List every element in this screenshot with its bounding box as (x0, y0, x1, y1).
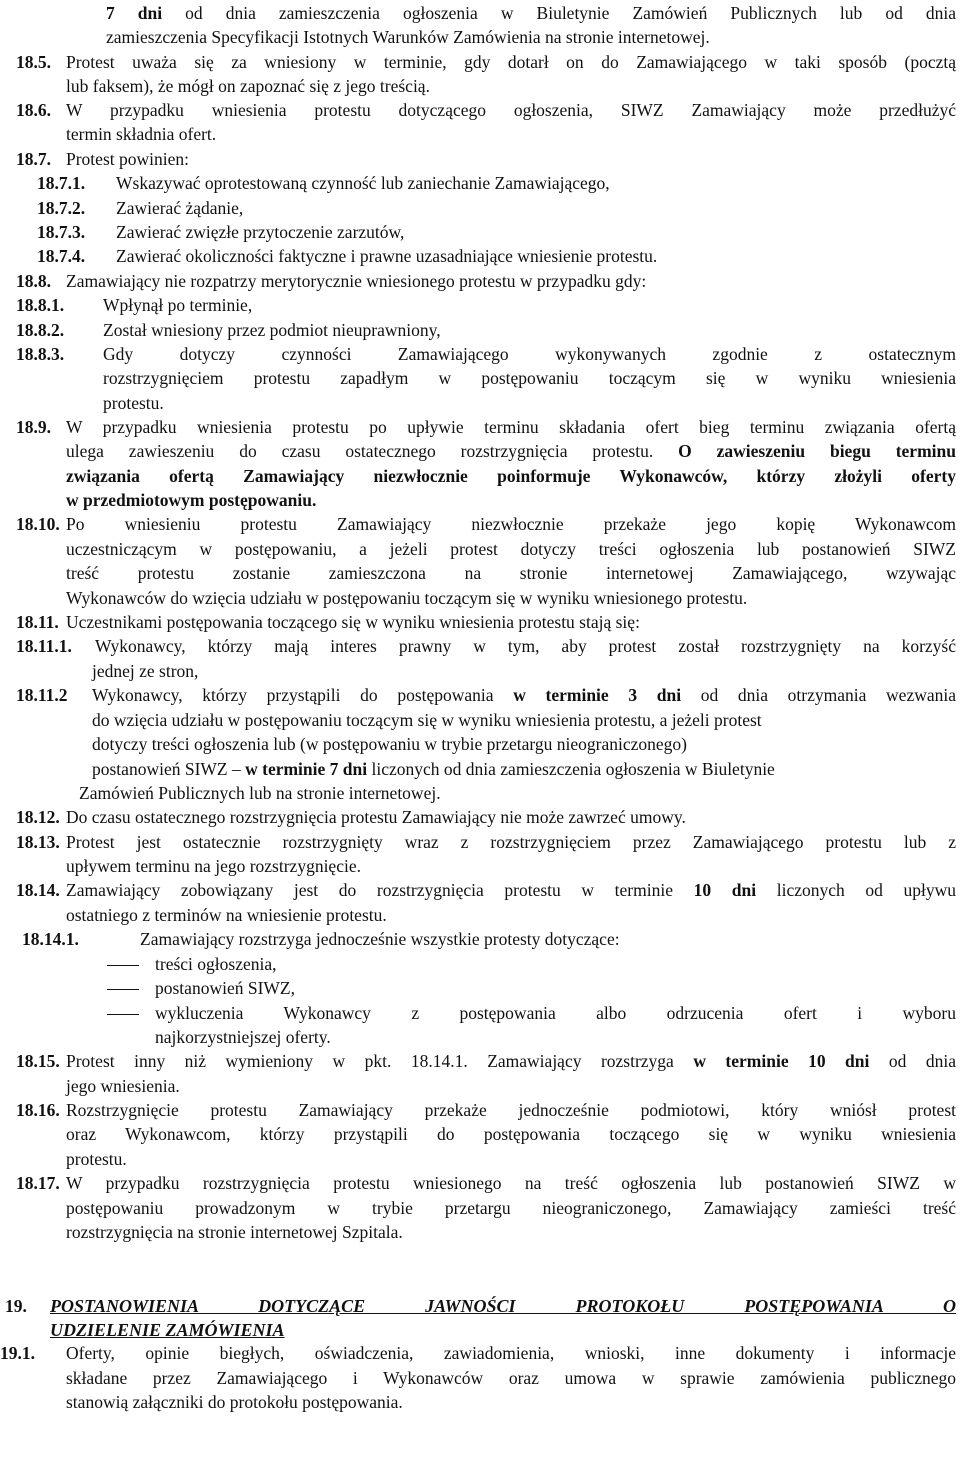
text-run: Protest jest ostatecznie rozstrzygnięty wraz z rozstrzygnięciem przez Zamawiającego protestu lub z (66, 832, 956, 852)
text-run: najkorzystniejszej oferty. (155, 1027, 331, 1047)
text-run: od dnia otrzymania wezwania (681, 685, 957, 705)
text-run: protestu. (66, 1149, 127, 1169)
text-line (95, 634, 956, 659)
text-run: od dnia (869, 1051, 956, 1071)
section-number: 18.11.2 (16, 685, 68, 705)
text-line (106, 25, 710, 50)
text-run: O zawieszeniu biegu terminu (678, 441, 956, 461)
text-run: Protest uważa się za wniesiony w terminie, gdy dotarł on do Zamawiającego w taki sposób (pocztą (66, 52, 956, 72)
text-run: ulega zawieszeniu do czasu ostatecznego rozstrzygnięcia protestu. (66, 441, 679, 461)
text-line (92, 708, 762, 733)
text-line (66, 1122, 956, 1147)
text-run: składane przez Zamawiającego i Wykonawców oraz umowa w sprawie zamówienia publicznego (66, 1368, 956, 1388)
text-line (66, 1220, 403, 1245)
text-run: ostatniego z terminów na wniesienie protestu. (66, 905, 387, 925)
section-heading: POSTANOWIENIA DOTYCZĄCE JAWNOŚCI PROTOKOŁU POSTĘPOWANIA O (50, 1296, 956, 1316)
text-run: Uczestnikami postępowania toczącego się w wyniku wniesienia protestu stają się: (66, 612, 640, 632)
section-number: 18.7.4. (37, 246, 86, 266)
text-line (50, 1318, 285, 1343)
text-line (92, 757, 775, 782)
section-number: 18.6. (16, 100, 51, 120)
text-run: liczonych od upływu (756, 880, 957, 900)
text-run: Został wniesiony przez podmiot nieuprawniony, (103, 320, 441, 340)
section-number: 18.12. (16, 807, 60, 827)
text-line (66, 586, 747, 611)
text-line (155, 976, 295, 1001)
text-run: wykluczenia Wykonawcy z postępowania albo odrzucenia ofert i wyboru (155, 1003, 956, 1023)
section-number: 18.9. (16, 417, 51, 437)
text-line (66, 269, 646, 294)
text-line (66, 878, 956, 903)
text-run: związania ofertą Zamawiający niezwłocznie poinformuje Wykonawców, którzy złożyli oferty (66, 466, 956, 486)
text-run: Wykonawcy, którzy przystąpili do postępowania (92, 685, 514, 705)
text-run: Zawierać zwięzłe przytoczenie zarzutów, (116, 222, 405, 242)
section-number: 18.10. (16, 514, 60, 534)
text-run: oraz Wykonawcom, którzy przystąpili do postępowania toczącego się w wyniku wniesienia (66, 1124, 956, 1144)
text-line (66, 1366, 956, 1391)
text-line (66, 830, 956, 855)
text-line (155, 952, 276, 977)
text-line (66, 805, 686, 830)
text-line (66, 903, 387, 928)
section-number: 18.11. (16, 612, 59, 632)
text-run: Protest powinien: (66, 149, 189, 169)
text-run: do wzięcia udziału w postępowaniu toczącym się w wyniku wniesienia protestu, a jeżeli protest (92, 710, 762, 730)
text-line (66, 488, 316, 513)
text-run: Wpłynął po terminie, (103, 295, 253, 315)
text-line (116, 220, 404, 245)
text-line (103, 342, 956, 367)
text-line (66, 50, 956, 75)
text-line (66, 610, 640, 635)
text-line (103, 391, 164, 416)
text-run: rozstrzygnięciem protestu zapadłym w postępowaniu toczącym się w wyniku wniesienia (103, 368, 956, 388)
section-number: 18.8.1. (16, 295, 65, 315)
text-run: lub faksem), że mógł on zapoznać się z jego treścią. (66, 76, 430, 96)
section-number: 18.8.3. (16, 344, 65, 364)
text-run: Zamawiający rozstrzyga jednocześnie wszystkie protesty dotyczące: (140, 929, 620, 949)
text-run: zamieszczenia Specyfikacji Istotnych Warunków Zamówienia na stronie internetowej. (106, 27, 710, 47)
text-run: Protest inny niż wymieniony w pkt. 18.14.1. Zamawiający rozstrzyga (66, 1051, 694, 1071)
text-line (66, 1196, 956, 1221)
text-line (103, 318, 441, 343)
section-heading: UDZIELENIE ZAMÓWIENIA (50, 1320, 285, 1340)
text-line (66, 1171, 956, 1196)
text-run: W przypadku wniesienia protestu po upływie terminu składania ofert bieg terminu związania ofertą (66, 417, 956, 437)
text-run: postępowaniu prowadzonym w trybie przetargu nieograniczonego, Zamawiający zamieści treść (66, 1198, 956, 1218)
text-run: rozstrzygnięcia na stronie internetowej Szpitala. (66, 1222, 403, 1242)
text-line (103, 293, 252, 318)
text-line (66, 537, 956, 562)
text-line (66, 1147, 127, 1172)
section-number: 18.14.1. (22, 929, 79, 949)
text-line (116, 171, 610, 196)
text-run: Oferty, opinie biegłych, oświadczenia, zawiadomienia, wnioski, inne dokumenty i informacje (66, 1343, 956, 1363)
text-line (155, 1001, 956, 1026)
text-run: W przypadku rozstrzygnięcia protestu wniesionego na treść ogłoszenia lub postanowień SIWZ w (66, 1173, 956, 1193)
text-run: w terminie 10 dni (693, 1051, 870, 1071)
text-run: jego wniesienia. (66, 1076, 180, 1096)
text-run: Wskazywać oprotestowaną czynność lub zaniechanie Zamawiającego, (116, 173, 610, 193)
text-line (79, 781, 441, 806)
section-number: 18.17. (16, 1173, 60, 1193)
text-run: Do czasu ostatecznego rozstrzygnięcia protestu Zamawiający nie może zawrzeć umowy. (66, 807, 686, 827)
text-run: postanowień SIWZ, (155, 978, 295, 998)
text-run: upływem terminu na jego rozstrzygnięcie. (66, 856, 361, 876)
text-line (66, 561, 956, 586)
text-run: 7 dni (106, 3, 163, 23)
text-line (116, 244, 657, 269)
text-run: dotyczy treści ogłoszenia lub (w postępowaniu w trybie przetargu nieograniczonego) (92, 734, 687, 754)
text-run: treść protestu zostanie zamieszczona na stronie internetowej Zamawiającego, wzywając (66, 563, 956, 583)
section-number: 18.5. (16, 52, 51, 72)
text-line (116, 196, 243, 221)
section-number: 19.1. (0, 1343, 35, 1363)
text-line (92, 683, 956, 708)
text-line (66, 1049, 956, 1074)
text-line (92, 732, 687, 757)
list-dash (107, 1014, 139, 1015)
section-number: 18.7. (16, 149, 51, 169)
text-line (66, 74, 430, 99)
text-run: Po wniesieniu protestu Zamawiający niezwłocznie przekaże jego kopię Wykonawcom (66, 514, 956, 534)
text-run: jednej ze stron, (92, 661, 199, 681)
text-line (66, 1341, 956, 1366)
section-number: 18.16. (16, 1100, 60, 1120)
section-number: 18.7.2. (37, 198, 86, 218)
section-number: 18.8.2. (16, 320, 65, 340)
section-number: 18.11.1. (16, 636, 72, 656)
text-line (66, 1390, 403, 1415)
text-run: Gdy dotyczy czynności Zamawiającego wykonywanych zgodnie z ostatecznym (103, 344, 956, 364)
section-number: 18.7.3. (37, 222, 86, 242)
text-run: Rozstrzygnięcie protestu Zamawiający przekaże jednocześnie podmiotowi, który wniósł protest (66, 1100, 956, 1120)
text-run: Zawierać żądanie, (116, 198, 244, 218)
section-number: 18.13. (16, 832, 60, 852)
text-line (66, 147, 189, 172)
text-run: 10 dni (693, 880, 757, 900)
section-number: 18.15. (16, 1051, 60, 1071)
text-line (155, 1025, 331, 1050)
text-run: od dnia zamieszczenia ogłoszenia w Biuletynie Zamówień Publicznych lub od dnia (162, 3, 956, 23)
text-run: Wykonawcy, którzy mają interes prawny w tym, aby protest został rozstrzygnięty na korzyść (95, 636, 956, 656)
section-number: 18.14. (16, 880, 60, 900)
text-run: W przypadku wniesienia protestu dotyczącego ogłoszenia, SIWZ Zamawiający może przedłużyć (66, 100, 956, 120)
text-run: protestu. (103, 393, 164, 413)
text-run: w terminie 3 dni (513, 685, 682, 705)
text-line (66, 464, 956, 489)
text-run: termin składnia ofert. (66, 124, 217, 144)
text-line (50, 1294, 956, 1319)
text-run: Zamówień Publicznych lub na stronie internetowej. (79, 783, 441, 803)
text-run: treści ogłoszenia, (155, 954, 277, 974)
text-line (66, 98, 956, 123)
text-line (66, 512, 956, 537)
text-run: Wykonawców do wzięcia udziału w postępowaniu toczącym się w wyniku wniesionego protestu. (66, 588, 748, 608)
text-run: stanowią załączniki do protokołu postępowania. (66, 1392, 403, 1412)
text-run: w przedmiotowym postępowaniu. (66, 490, 317, 510)
text-line (66, 439, 956, 464)
list-dash (107, 965, 139, 966)
text-line (66, 415, 956, 440)
text-line (106, 1, 956, 26)
text-run: Zamawiający zobowiązany jest do rozstrzygnięcia protestu w terminie (66, 880, 694, 900)
section-number: 18.8. (16, 271, 51, 291)
text-run: Zamawiający nie rozpatrzy merytorycznie wniesionego protestu w przypadku gdy: (66, 271, 647, 291)
text-line (140, 927, 620, 952)
text-line (66, 1074, 180, 1099)
list-dash (107, 989, 139, 990)
text-line (66, 854, 361, 879)
text-line (66, 1098, 956, 1123)
text-line (92, 659, 198, 684)
text-run: uczestniczącym w postępowaniu, a jeżeli protest dotyczy treści ogłoszenia lub postanowień SIWZ (66, 539, 956, 559)
section-number: 18.7.1. (37, 173, 86, 193)
text-run: postanowień SIWZ – (92, 759, 246, 779)
text-line (66, 122, 216, 147)
text-line (103, 366, 956, 391)
section-number: 19. (5, 1296, 27, 1316)
text-run: w terminie 7 dni (245, 759, 368, 779)
text-run: liczonych od dnia zamieszczenia ogłoszenia w Biuletynie (367, 759, 775, 779)
text-run: Zawierać okoliczności faktyczne i prawne uzasadniające wniesienie protestu. (116, 246, 658, 266)
